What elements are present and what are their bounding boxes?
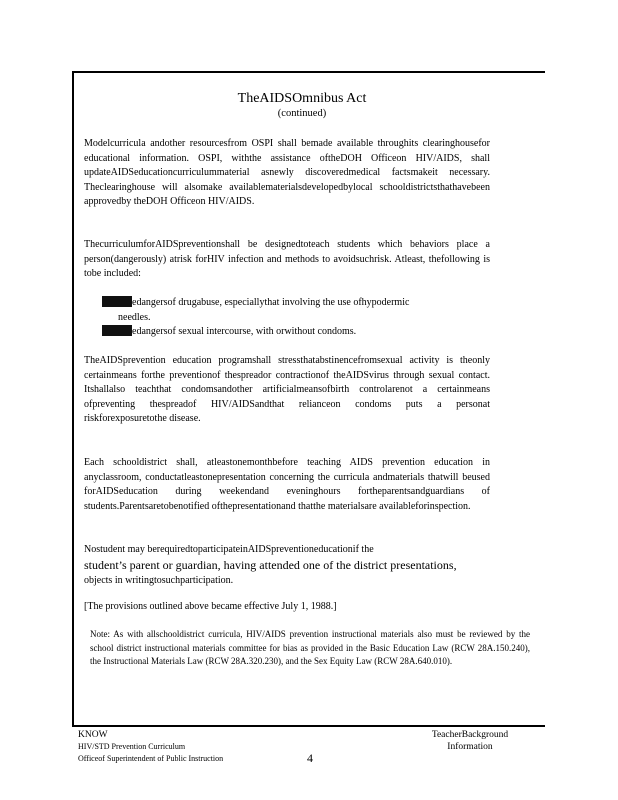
paragraph-no-student <box>84 543 490 589</box>
bullet-sexual-intercourse-text: edangersof sexual intercourse, with orwithout condoms. <box>132 326 357 337</box>
footer-right <box>410 729 530 753</box>
redaction-block <box>102 325 132 336</box>
instructional-materials-note: Note: As with allschooldistrict curricula, HIV/AIDS prevention instructional materials also must be reviewed by the school district instructional materials committee for bias as provided in the Basic Education Law (RCW 28A.150.240), the Instructional Materials Law (RCW 28A.320.230), and the Sex Equity Law (RCW 28A.640.010). <box>90 629 530 666</box>
footer-teacher-background: TeacherBackground <box>431 730 509 740</box>
redaction-block <box>102 296 132 307</box>
document-title: TheAIDSOmnibus Act <box>237 91 367 106</box>
no-student-line1: Nostudent may berequiredtoparticipateinAIDSpreventioneducationif the <box>84 544 374 555</box>
bullet-drug-abuse-continuation: needles. <box>118 311 151 323</box>
paragraph-clearinghouse: Modelcurricula andother resourcesfrom OSPI shall bemade available throughits clearinghousefor educational information. OSPI, withthe assistance oftheDOH Officeon HIV/AIDS, shall updateAIDSeducationcurriculummaterial asnewly discoveredmedical factsmakeit necessary. Theclearinghouse will alsomake availablematerialsdevelopedbylocal schooldistrictsthathavebeen approvedby theDOH Officeon HIV/AIDS. <box>84 138 490 207</box>
left-border-line <box>72 72 74 727</box>
footer-ospi: Officeof Superintendent of Public Instruction <box>78 754 224 763</box>
provisions-note: [The provisions outlined above became effective July 1, 1988.] <box>84 601 337 612</box>
footer-know: KNOW <box>78 730 108 740</box>
document-subtitle: (continued) <box>277 108 327 119</box>
bullet-sexual-intercourse <box>102 325 490 340</box>
bullet-drug-abuse <box>102 296 490 325</box>
bullet-drug-abuse-text: edangersof drugabuse, especiallythat involving the use ofhypodermic <box>132 297 410 308</box>
footer-left <box>78 729 223 765</box>
page-number: 4 <box>307 751 313 765</box>
paragraph-curriculum: ThecurriculumforAIDSpreventionshall be designedtoteach students which behaviors place a person(dangerously) atrisk forHIV infection and methods to avoidsuchrisk. Atleast, thefollowing is tobe included: <box>84 239 490 279</box>
no-student-line2: student’s parent or guardian, having attended one of the district presentations, <box>84 557 457 572</box>
top-border-line <box>72 71 545 73</box>
footer-information: Information <box>447 742 493 752</box>
bottom-border-line <box>72 725 545 727</box>
paragraph-abstinence: TheAIDSprevention education programshall stressthatabstinencefromsexual activity is theonly certainmeans forthe preventionof thespreador contractionof theAIDSvirus through sexual contact. Itshallalso teachthat condomsandother artificialmeansofbirth controlarenot a certainmeans ofpreventing thespreadof HIV/AIDSandthat relianceon condoms puts a personat riskforexposuretothe disease. <box>84 355 490 424</box>
no-student-line3: objects in writingtosuchparticipation. <box>84 575 234 586</box>
paragraph-school-district: Each schooldistrict shall, atleastonemonthbefore teaching AIDS prevention education in anyclassroom, conductatleastonepresentation concerning the curricula andmaterials thatwill beused forAIDSeducation during weekendand eveninghours fortheparentsandguardians of students.Parentsaretobenotified ofthepresentationand thatthe materialsare availableforinspection. <box>84 457 490 512</box>
footer-curriculum: HIV/STD Prevention Curriculum <box>78 742 186 751</box>
